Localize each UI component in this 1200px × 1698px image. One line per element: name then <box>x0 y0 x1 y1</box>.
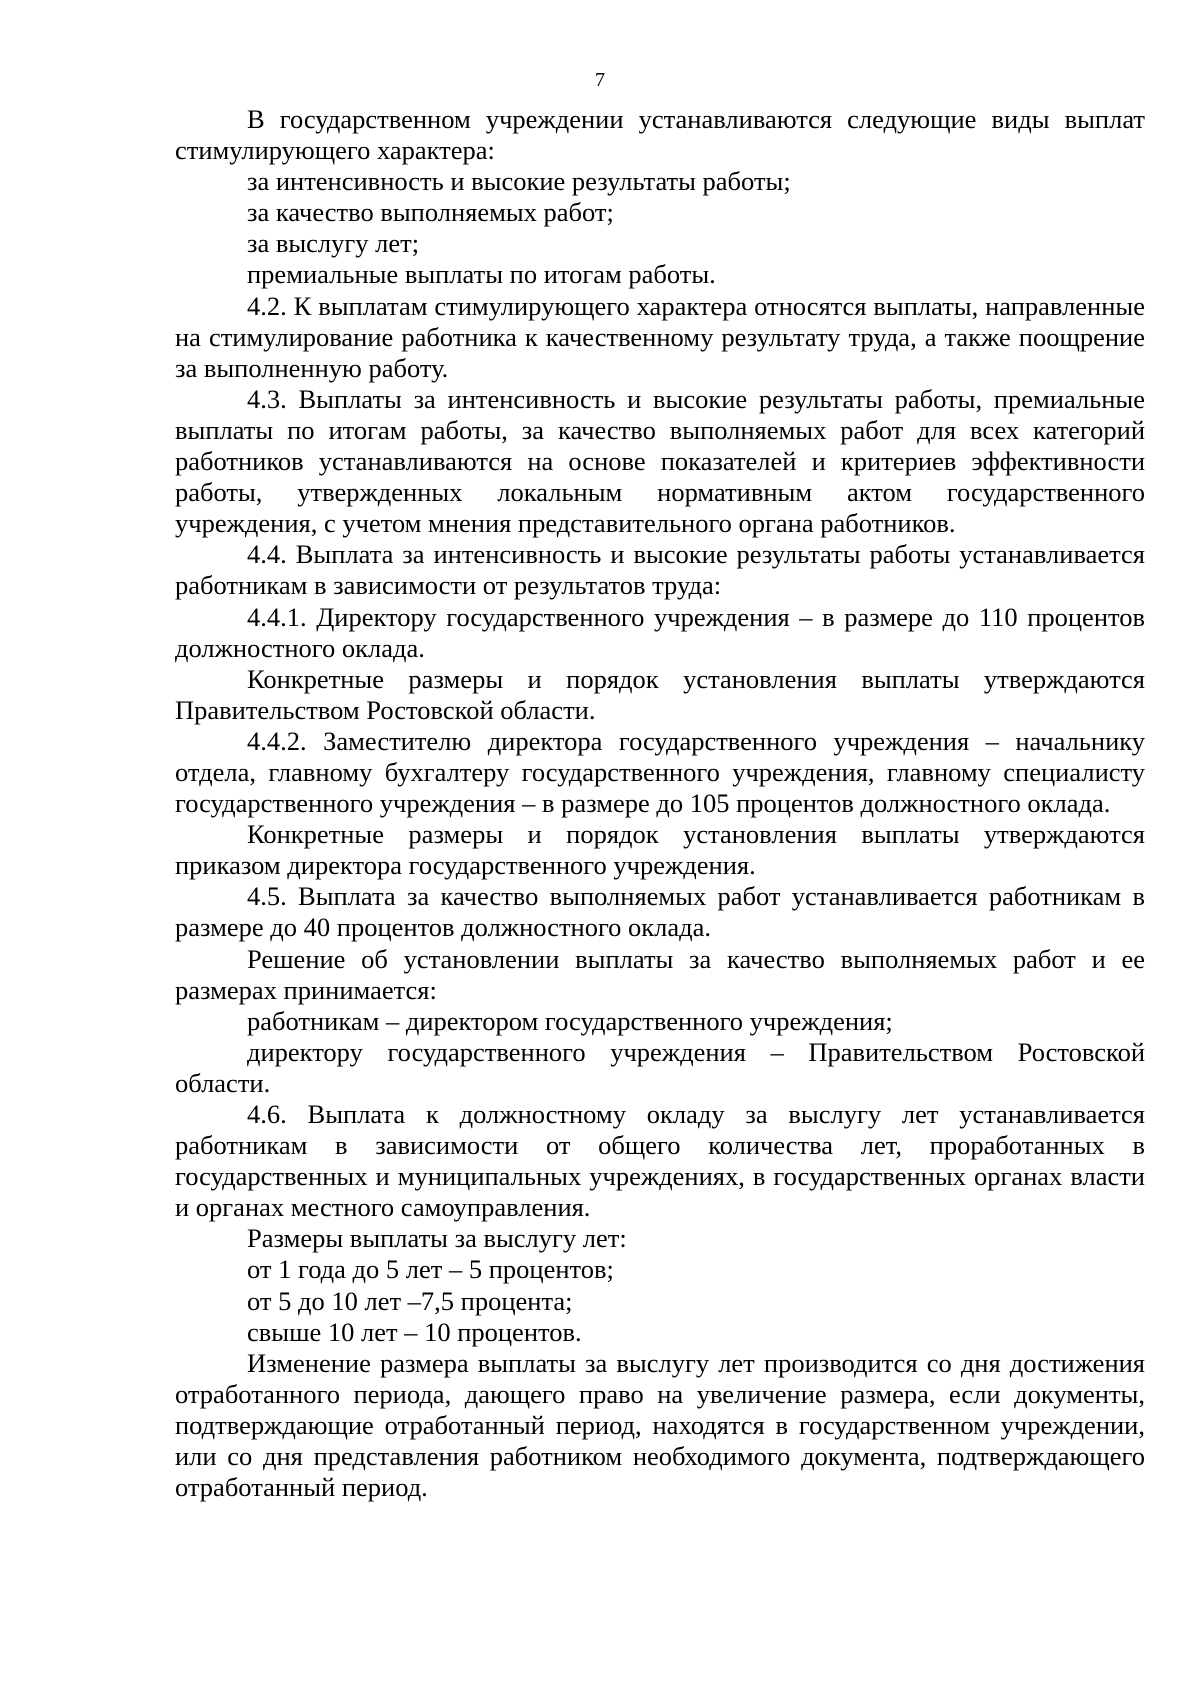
paragraph: В государственном учреждении устанавливаются следующие виды выплат стимулирующего характера: <box>175 104 1145 166</box>
paragraph: 4.2. К выплатам стимулирующего характера относятся выплаты, направленные на стимулирование работника к качественному результату труда, а также поощрение за выполненную работу. <box>175 290 1145 383</box>
paragraph: 4.4. Выплата за интенсивность и высокие результаты работы устанавливается работникам в зависимости от результатов труда: <box>175 539 1145 601</box>
document-body <box>175 104 1145 1503</box>
paragraph: за выслугу лет; <box>247 228 420 259</box>
paragraph: от 1 года до 5 лет – 5 процентов; <box>247 1254 614 1285</box>
paragraph: работникам – директором государственного учреждения; <box>247 1005 893 1036</box>
paragraph: от 5 до 10 лет –7,5 процента; <box>247 1285 573 1316</box>
paragraph: Решение об установлении выплаты за качество выполняемых работ и ее размерах принимается: <box>175 943 1145 1005</box>
paragraph: 4.6. Выплата к должностному окладу за выслугу лет устанавливается работникам в зависимости от общего количества лет, проработанных в государственных и муниципальных учреждениях, в государственных органах власти и органах местного самоуправления. <box>175 1099 1145 1223</box>
paragraph: за интенсивность и высокие результаты работы; <box>247 166 791 197</box>
paragraph: Конкретные размеры и порядок установления выплаты утверждаются Правительством Ростовской области. <box>175 663 1145 725</box>
paragraph: свыше 10 лет – 10 процентов. <box>247 1316 582 1347</box>
paragraph: премиальные выплаты по итогам работы. <box>247 259 716 290</box>
paragraph: 4.3. Выплаты за интенсивность и высокие результаты работы, премиальные выплаты по итогам работы, за качество выполняемых работ для всех категорий работников устанавливаются на основе показателей и критериев эффективности работы, утвержденных локальным нормативным актом государственного учреждения, с учетом мнения представительного органа работников. <box>175 383 1145 539</box>
paragraph: 4.4.2. Заместителю директора государственного учреждения – начальнику отдела, главному бухгалтеру государственного учреждения, главному специалисту государственного учреждения – в размере до 105 процентов должностного оклада. <box>175 725 1145 819</box>
paragraph: Конкретные размеры и порядок установления выплаты утверждаются приказом директора государственного учреждения. <box>175 819 1145 881</box>
paragraph: Размеры выплаты за выслугу лет: <box>247 1223 627 1254</box>
page-number: 7 <box>595 69 605 91</box>
paragraph: 4.5. Выплата за качество выполняемых работ устанавливается работникам в размере до 40 процентов должностного оклада. <box>175 881 1145 943</box>
paragraph: 4.4.1. Директору государственного учреждения – в размере до 110 процентов должностного оклада. <box>175 601 1145 663</box>
paragraph: за качество выполняемых работ; <box>247 197 614 228</box>
paragraph: Изменение размера выплаты за выслугу лет производится со дня достижения отработанного периода, дающего право на увеличение размера, если документы, подтверждающие отработанный период, находятся в государственном учреждении, или со дня представления работником необходимого документа, подтверждающего отработанный период. <box>175 1347 1145 1503</box>
paragraph: директору государственного учреждения – Правительством Ростовской области. <box>175 1036 1145 1098</box>
